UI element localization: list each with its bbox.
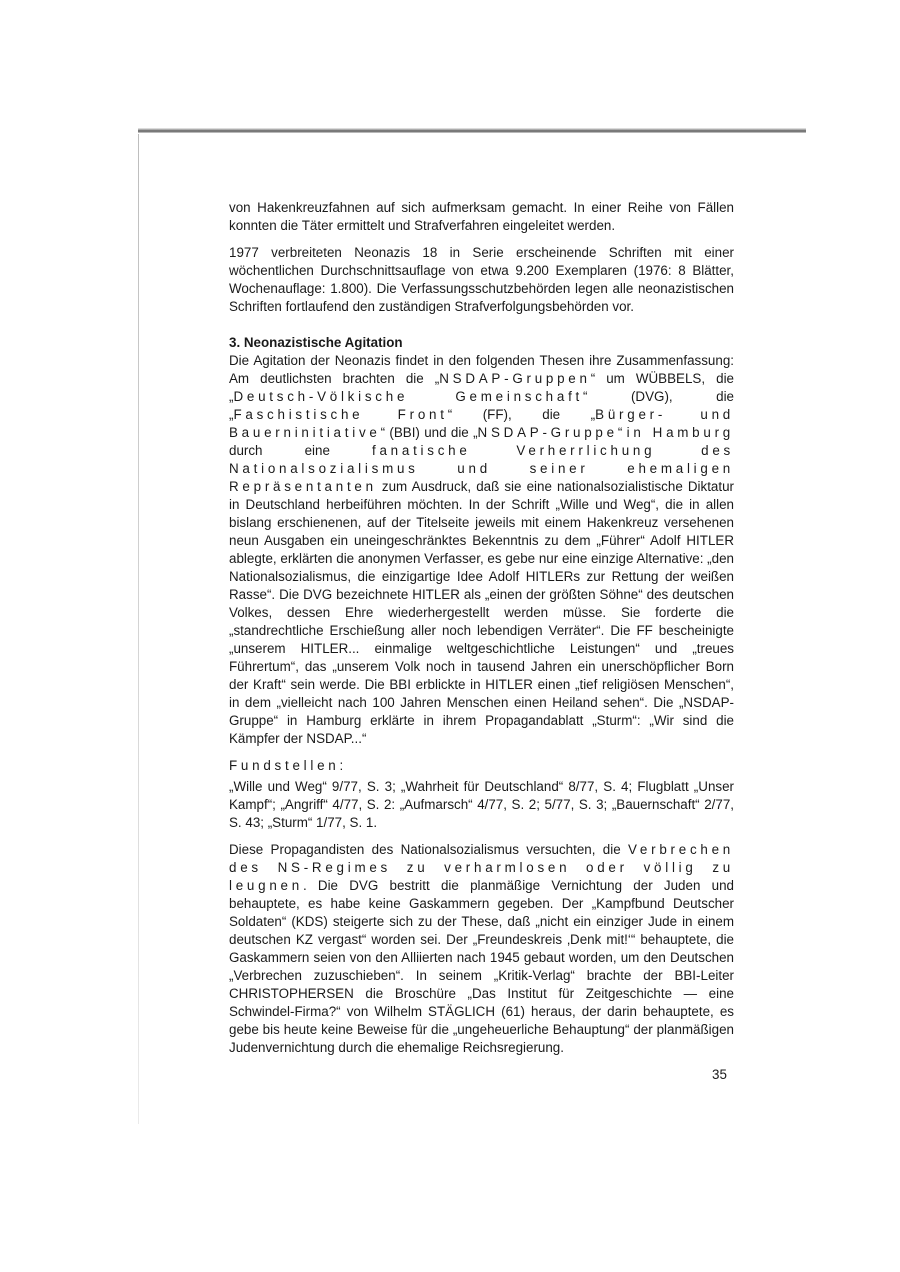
agitation-text: “ (FF), die „	[447, 407, 596, 422]
agitation-spaced-text: Deutsch-Völkische Gemeinschaft	[233, 389, 584, 404]
agitation-spaced-text: in Hamburg	[626, 425, 734, 440]
agitation-spaced-text: NSDAP-Gruppen	[439, 371, 591, 386]
agitation-text: “ (DVG), die „	[229, 389, 734, 422]
page-number: 35	[712, 1067, 727, 1082]
paragraph-propaganda	[229, 841, 734, 1057]
scan-edge-line	[138, 128, 806, 133]
fundstellen-references: „Wille und Weg“ 9/77, S. 3; „Wahrheit für Deutschland“ 8/77, S. 4; Flugblatt „Unser Kampf“; „Angriff“ 4/77, S. 2: „Aufmarsch“ 4/77, S. 2; 5/77, S. 3; „Bauernschaft“ 2/77, S. 43; „Sturm“ 1/77, S. 1.	[229, 779, 734, 830]
fundstellen-label: Fundstellen:	[229, 758, 347, 773]
paragraph-hakenkreuzfahnen: von Hakenkreuzfahnen auf sich aufmerksam gemacht. In einer Reihe von Fällen konnten die Täter ermittelt und Strafverfahren eingeleitet werden.	[229, 200, 734, 233]
propaganda-spaced-text: Verbrechen des NS-Regimes zu verharmlosen oder völlig zu leugnen	[229, 842, 734, 893]
page-edge-shadow	[138, 134, 139, 1124]
agitation-spaced-text: NSDAP-Gruppe	[477, 425, 618, 440]
propaganda-text: Diese Propagandisten des Nationalsozialismus versuchten, die	[229, 842, 628, 857]
agitation-text: Die Agitation der Neonazis findet in den folgenden Thesen ihre Zusammenfassung: Am deutlichsten brachten die „	[229, 353, 734, 386]
agitation-spaced-text: Faschistische Front	[233, 407, 448, 422]
agitation-spaced-text: Bürger- und Bauerninitiative	[229, 407, 734, 440]
section-heading: 3. Neonazistische Agitation	[229, 335, 403, 350]
paragraph-agitation	[229, 352, 734, 748]
document-body	[229, 199, 734, 1066]
agitation-text: “ um WÜBBELS, die „	[229, 371, 735, 404]
agitation-text: durch eine	[229, 443, 373, 458]
agitation-text: “	[617, 425, 627, 440]
paragraph-schriften-1977: 1977 verbreiteten Neonazis 18 in Serie erscheinende Schriften mit einer wöchentlichen Durchschnittsauflage von etwa 9.200 Exemplaren (1976: 8 Blätter, Wochenauflage: 1.800). Die Verfassungsschutzbehörden legen alle neonazistischen Schriften fortlaufend den zuständigen Strafverfolgungsbehörden vor.	[229, 245, 734, 314]
propaganda-text: . Die DVG bestritt die planmäßige Vernichtung der Juden und behauptete, es habe keine Gaskammern gegeben. Der „Kampfbund Deutscher Soldaten“ (KDS) steigerte sich zu der These, daß „nicht ein einziger Jude in einem deutschen KZ vergast“ worden sei. Der „Freundeskreis ‚Denk mit!‘“ behauptete, die Gaskammern seien von den Alliierten nach 1945 gebaut worden, um den Deutschen „Verbrechen zuzuschieben“. In seinem „Kritik-Verlag“ brachte der BBI-Leiter CHRISTOPHERSEN die Broschüre „Das Institut für Zeitgeschichte — eine Schwindel-Firma?“ von Wilhelm STÄGLICH (61) heraus, der darin behauptete, es gebe bis heute keine Beweise für die „ungeheuerliche Behauptung“ der planmäßigen Judenvernichtung durch die ehemalige Reichsregierung.	[229, 878, 734, 1055]
agitation-spaced-text: fanatische Verherrlichung des Nationalsozialismus und seiner ehemaligen Repräsentanten	[229, 443, 734, 494]
agitation-text: “ (BBI) und die „	[380, 425, 478, 440]
agitation-text: zum Ausdruck, daß sie eine nationalsozialistische Diktatur in Deutschland herbeiführen möchten. In der Schrift „Wille und Weg“, die in allen bislang erschienenen, auf der Titelseite jeweils mit einem Hakenkreuz versehenen neun Ausgaben ein uneingeschränktes Bekenntnis zu dem „Führer“ Adolf HITLER ablegte, erklärten die anonymen Verfasser, es gebe nur eine einzige Alternative: „den Nationalsozialismus, die einzigartige Idee Adolf HITLERs zur Rettung der weißen Rasse“. Die DVG bezeichnete HITLER als „einen der größten Söhne“ des deutschen Volkes, dessen Ehre wiederhergestellt werden müsse. Sie forderte die „standrechtliche Erschießung aller noch lebendigen Verräter“. Die FF bescheinigte „unserem HITLER... einmalige weltgeschichtliche Leistungen“ und „treues Führertum“, das „unserem Volk noch in tausend Jahren ein unerschöpflicher Born der Kraft“ sein werde. Die BBI erblickte in HITLER einen „tief religiösen Menschen“, in dem „vielleicht nach 100 Jahren Menschen einen Heiland sehen“. Die „NSDAP-Gruppe“ in Hamburg erklärte in ihrem Propagandablatt „Sturm“: „Wir sind die Kämpfer der NSDAP...“	[229, 479, 734, 746]
